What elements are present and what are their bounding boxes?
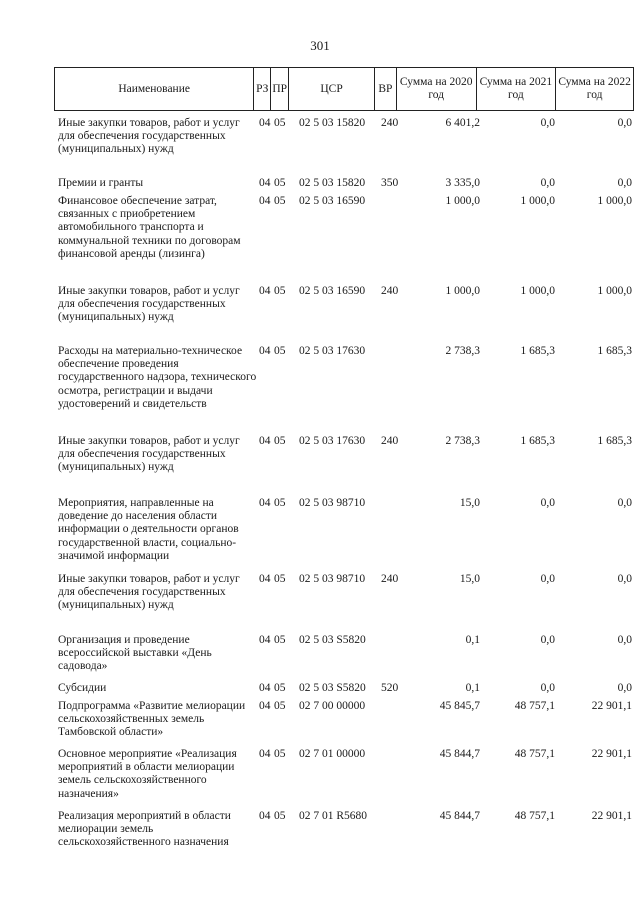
- page-number: 301: [310, 38, 330, 53]
- row-sum-2020: 45 845,7: [439, 700, 480, 712]
- header-rz: РЗ: [254, 68, 271, 110]
- row-name: Организация и проведение всероссийской выставки «День садовода»: [58, 634, 212, 673]
- row-sum-2021: 1 685,3: [520, 345, 555, 357]
- row-sum-2021: 1 000,0: [520, 285, 555, 297]
- row-sum-2020: 0,1: [465, 682, 480, 694]
- row-pr: 05: [274, 177, 286, 189]
- row-vr: 520: [381, 682, 399, 694]
- row-pr: 05: [274, 497, 286, 509]
- row-pr: 05: [274, 810, 286, 822]
- row-sum-2021: 1 685,3: [520, 435, 555, 447]
- row-csr: 02 5 03 17630: [299, 435, 366, 447]
- row-rz: 04: [259, 573, 271, 585]
- row-name: Мероприятия, направленные на доведение до населения области информации о деятельности органов государственной власти, социально-значимой информации: [58, 497, 239, 562]
- row-sum-2022: 1 000,0: [597, 285, 632, 297]
- row-rz: 04: [259, 285, 271, 297]
- row-pr: 05: [274, 285, 286, 297]
- row-name: Основное мероприятие «Реализация мероприятий в области мелиорации земель сельскохозяйственного назначения»: [58, 748, 237, 800]
- row-sum-2020: 45 844,7: [439, 810, 480, 822]
- row-rz: 04: [259, 682, 271, 694]
- row-pr: 05: [274, 345, 286, 357]
- row-pr: 05: [274, 195, 286, 207]
- row-sum-2020: 2 738,3: [445, 435, 480, 447]
- row-csr: 02 5 03 S5820: [299, 634, 366, 646]
- header-pr: ПР: [271, 68, 289, 110]
- header-sum-2021: Сумма на 2021 год: [477, 68, 557, 110]
- row-vr: 240: [381, 435, 399, 447]
- table-header: [54, 67, 634, 111]
- row-sum-2020: 0,1: [465, 634, 480, 646]
- row-sum-2021: 0,0: [540, 682, 555, 694]
- row-rz: 04: [259, 195, 271, 207]
- row-name: Подпрограмма «Развитие мелиорации сельскохозяйственных земель Тамбовской области»: [58, 700, 246, 739]
- row-sum-2022: 1 685,3: [597, 345, 632, 357]
- row-name: Иные закупки товаров, работ и услуг для обеспечения государственных (муниципальных) нужд: [58, 117, 240, 156]
- row-sum-2022: 1 685,3: [597, 435, 632, 447]
- row-sum-2021: 48 757,1: [514, 810, 555, 822]
- row-name: Финансовое обеспечение затрат, связанных с приобретением автомобильного транспорта и коммунальной техники по договорам финансовой аренды (лизинга): [58, 195, 241, 260]
- row-sum-2021: 1 000,0: [520, 195, 555, 207]
- row-csr: 02 5 03 16590: [299, 285, 366, 297]
- row-csr: 02 7 00 00000: [299, 700, 366, 712]
- row-vr: 240: [381, 573, 399, 585]
- row-sum-2022: 22 901,1: [591, 700, 632, 712]
- row-name: Расходы на материально-техническое обеспечение проведения государственного надзора, технического осмотра, регистрации и выдачи удостоверений и свидетельств: [58, 345, 257, 410]
- row-csr: 02 5 03 15820: [299, 177, 366, 189]
- row-sum-2020: 2 738,3: [445, 345, 480, 357]
- row-sum-2020: 15,0: [459, 497, 480, 509]
- row-pr: 05: [274, 748, 286, 760]
- row-csr: 02 5 03 15820: [299, 117, 366, 129]
- row-sum-2020: 1 000,0: [445, 285, 480, 297]
- row-name: Субсидии: [58, 682, 107, 694]
- row-sum-2021: 0,0: [540, 634, 555, 646]
- row-rz: 04: [259, 497, 271, 509]
- row-pr: 05: [274, 573, 286, 585]
- row-sum-2021: 0,0: [540, 177, 555, 189]
- row-sum-2022: 0,0: [617, 682, 632, 694]
- row-sum-2022: 0,0: [617, 117, 632, 129]
- row-name: Иные закупки товаров, работ и услуг для обеспечения государственных (муниципальных) нужд: [58, 573, 240, 612]
- header-sum-2022: Сумма на 2022 год: [558, 76, 631, 101]
- row-sum-2022: 0,0: [617, 634, 632, 646]
- row-sum-2020: 15,0: [459, 573, 480, 585]
- row-rz: 04: [259, 435, 271, 447]
- row-sum-2021: 0,0: [540, 497, 555, 509]
- row-csr: 02 5 03 98710: [299, 497, 366, 509]
- header-csr: ЦСР: [289, 68, 375, 110]
- row-rz: 04: [259, 810, 271, 822]
- row-vr: 350: [381, 177, 399, 189]
- row-rz: 04: [259, 345, 271, 357]
- row-pr: 05: [274, 700, 286, 712]
- row-sum-2020: 6 401,2: [445, 117, 480, 129]
- row-rz: 04: [259, 177, 271, 189]
- row-sum-2021: 0,0: [540, 117, 555, 129]
- header-vr: ВР: [375, 68, 397, 110]
- row-sum-2021: 0,0: [540, 573, 555, 585]
- row-pr: 05: [274, 634, 286, 646]
- header-sum-2020: Сумма на 2020 год: [397, 68, 477, 110]
- row-sum-2021: 48 757,1: [514, 700, 555, 712]
- row-csr: 02 5 03 98710: [299, 573, 366, 585]
- row-csr: 02 7 01 00000: [299, 748, 366, 760]
- row-pr: 05: [274, 117, 286, 129]
- row-rz: 04: [259, 748, 271, 760]
- row-sum-2022: 1 000,0: [597, 195, 632, 207]
- row-csr: 02 5 03 16590: [299, 195, 366, 207]
- row-sum-2020: 1 000,0: [445, 195, 480, 207]
- row-name: Иные закупки товаров, работ и услуг для обеспечения государственных (муниципальных) нужд: [58, 435, 240, 474]
- row-pr: 05: [274, 682, 286, 694]
- row-sum-2022: 22 901,1: [591, 748, 632, 760]
- row-sum-2020: 45 844,7: [439, 748, 480, 760]
- row-csr: 02 7 01 R5680: [299, 810, 368, 822]
- row-sum-2022: 22 901,1: [591, 810, 632, 822]
- row-sum-2022: 0,0: [617, 177, 632, 189]
- row-name: Премии и гранты: [58, 177, 144, 189]
- row-vr: 240: [381, 117, 399, 129]
- row-rz: 04: [259, 634, 271, 646]
- row-sum-2021: 48 757,1: [514, 748, 555, 760]
- header-name: Наименование: [55, 68, 254, 110]
- row-vr: 240: [381, 285, 399, 297]
- row-sum-2022: 0,0: [617, 497, 632, 509]
- row-rz: 04: [259, 117, 271, 129]
- row-csr: 02 5 03 17630: [299, 345, 366, 357]
- row-sum-2020: 3 335,0: [445, 177, 480, 189]
- row-sum-2022: 0,0: [617, 573, 632, 585]
- row-rz: 04: [259, 700, 271, 712]
- row-csr: 02 5 03 S5820: [299, 682, 366, 694]
- row-name: Иные закупки товаров, работ и услуг для обеспечения государственных (муниципальных) нужд: [58, 285, 240, 324]
- row-name: Реализация мероприятий в области мелиорации земель сельскохозяйственного назначения: [58, 810, 231, 849]
- row-pr: 05: [274, 435, 286, 447]
